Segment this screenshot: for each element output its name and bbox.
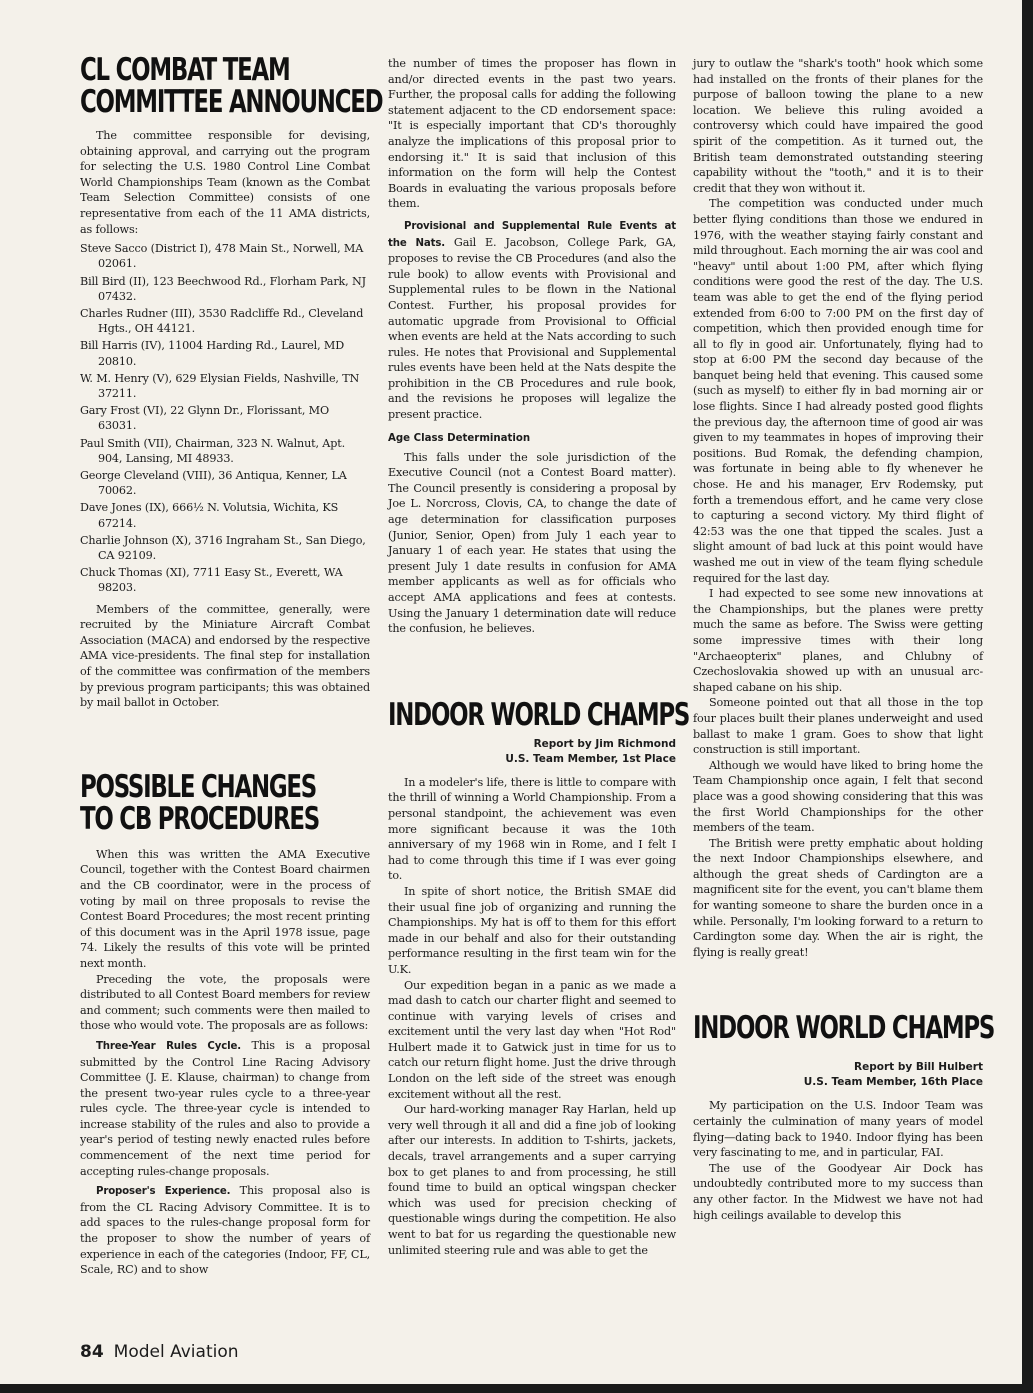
article3-paragraph: In spite of short notice, the British SMAE did their usual fine job of organizing and running the Championships. My hat is off to them for this effort made in our behalf and also for their outstanding performance resulting in the first team win for the U.K. (388, 884, 676, 976)
article3-byline-role: U.S. Team Member, 1st Place (505, 752, 676, 765)
article3-paragraph: Our hard-working manager Ray Harlan, held up very well through it all and did a fine job of looking after our interests. In addition to T-shirts, jackets, decals, travel arrangements and a super carrying box to get planes to and from processing, he still found time to build an optical wingspan checker which was used for precision checking of questionable wings during the competition. He also went to bat for us regarding the questionable new unlimited steering rule and was able to get the (388, 1103, 676, 1257)
article4-byline-role: U.S. Team Member, 16th Place (803, 1076, 983, 1089)
article2-paragraph (80, 1038, 370, 1179)
provisional-rules-lead: Provisional and Supplemental Rule Events at the Nats. (388, 220, 676, 249)
article3-paragraph: The competition was conducted under much better flying conditions than those we endured in 1976, with the weather staying fairly constant and mild throughout. Each morning the air was cool and "heavy" until about 1:00 PM, after which flying conditions were good the rest of the day. The U.S. team was able to get the end of the flying period extended from 6:00 to 7:00 PM on the first day of competition, which then provided enough time for all to fly in good air. Unfortunately, flying had to stop at 6:00 PM the second day because of the banquet being held that evening. This caused some (such as myself) to either fly in bad morning air or lose flights. Since I had already posted good flights the previous day, the afternoon time of good air was given to my teammates in hopes of improving their positions. Bud Romak, the defending champion, was fortunate in being able to fly whenever he chose. He and his manager, Erv Rodemsky, put forth a tremendous effort, and he came very close to capturing a second victory. My third flight of 42:53 was the one that tipped the scales. Just a slight amount of bad luck at this point would have washed me out in view of the team flying schedule required for the last day. (693, 197, 983, 585)
three-year-rules-lead: Three-Year Rules Cycle. (96, 1040, 241, 1052)
article3-paragraph: The British were pretty emphatic about holding the next Indoor Championships elsewhere, and although the great sheds of Cardington are a magnificent site for the event, you can't blame them for wanting someone to share the burden once in a while. Personally, I'm looking forward to a return to Cardington some day. When the air is right, the flying is really great! (693, 836, 983, 959)
article3-title: INDOOR WORLD CHAMPS (388, 696, 690, 733)
article4-byline-name: Report by Bill Hulbert (854, 1061, 983, 1074)
article2-paragraph (388, 218, 676, 423)
article3-paragraph: In a modeler's life, there is little to compare with the thrill of winning a World Championship. From a personal standpoint, the achievement was even more significant because it was the 10th anniversary of my 1968 win in Rome, and I felt I had to come through this time if I was ever going to. (388, 775, 676, 883)
column-3 (693, 56, 995, 1223)
page-number: 84 (80, 1342, 104, 1362)
article3-paragraph: Although we would have liked to bring home the Team Championship once again, I felt that second place was a good showing considering that this was the first World Championships for the other members of the team. (693, 758, 983, 835)
article1-title (80, 52, 383, 120)
member-item: Paul Smith (VII), Chairman, 323 N. Walnut, Apt. 904, Lansing, MI 48933. (80, 436, 345, 465)
article4-paragraph: My participation on the U.S. Indoor Team was certainly the culmination of many years of model flying—dating back to 1940. Indoor flying has been very fascinating to me, and in particular, FAI. (693, 1099, 983, 1160)
article2-title (80, 768, 319, 837)
member-item: Charles Rudner (III), 3530 Radcliffe Rd., Cleveland Hgts., OH 44121. (80, 306, 364, 336)
article1-closing: Members of the committee, generally, were recruited by the Miniature Aircraft Combat Association (MACA) and endorsed by the respective AMA vice-presidents. The final step for installation of the committee was confirmation of the members by previous program participants; this was obtained by mail ballot in October. (80, 602, 370, 710)
article4-paragraph: The use of the Goodyear Air Dock has undoubtedly contributed more to my success than any other factor. In the Midwest we have not had high ceilings available to develop this (693, 1161, 983, 1222)
member-item: W. M. Henry (V), 629 Elysian Fields, Nashville, TN 37211. (80, 371, 360, 400)
member-item: Charlie Johnson (X), 3716 Ingraham St., San Diego, CA 92109. (80, 533, 366, 563)
provisional-rules-text: Gail E. Jacobson, College Park, GA, proposes to revise the CB Procedures (and also the rule book) to allow events with Provisional and Supplemental rules to be flown in the National Contest. Further, his proposal provides for automatic upgrade from Provisional to Official when events are held at the Nats according to such rules. He notes that Provisional and Supplemental rules events have been held at the Nats despite the prohibition in the CB Procedures and rule book, and the revisions he proposes will legalize the present practice. (388, 235, 676, 422)
article1-intro: The committee responsible for devising, obtaining approval, and carrying out the program for selecting the U.S. 1980 Control Line Combat World Championships Team (known as the Combat Team Selection Committee) consists of one representative from each of the 11 AMA districts, as follows: (80, 129, 370, 236)
column-1 (80, 50, 383, 1278)
article2-paragraph: Preceding the vote, the proposals were distributed to all Contest Board members for review and comment; such comments were then mailed to those who would vote. The proposals are as follows: (80, 972, 370, 1033)
member-item: Steve Sacco (District I), 478 Main St., Norwell, MA 02061. (80, 242, 364, 271)
article4-title: INDOOR WORLD CHAMPS (693, 1010, 995, 1047)
proposers-experience-text: This proposal also is from the CL Racing Advisory Committee. It is to add spaces to the rules-change proposal form for the proposer to show the number of years of experience in each of the categories (Indoor, FF, CL, Scale, RC) and to show (80, 1184, 371, 1277)
three-year-rules-text: This is a proposal submitted by the Control Line Racing Advisory Committee (J. E. Klause, chairman) to change from the present two-year rules cycle to a three-year rules cycle. The three-year cycle is intended to increase stability of the rules and also to provide a year's period of testing newly enacted rules before commencement of the next time period for accepting rules-change proposals. (80, 1038, 371, 1178)
member-item: Gary Frost (VI), 22 Glynn Dr., Florissant, MO 63031. (80, 404, 330, 433)
age-class-subhead: Age Class Determination (388, 432, 531, 444)
article2-paragraph: When this was written the AMA Executive Council, together with the Contest Board chairmen and the CB coordinator, were in the process of voting by mail on three proposals to revise the Contest Board Procedures; the most recent printing of this document was in the April 1978 issue, page 74. Likely the results of this vote will be printed next month. (80, 847, 370, 970)
committee-member-list (80, 241, 370, 595)
proposers-experience-lead: Proposer's Experience. (96, 1186, 231, 1198)
member-item: Bill Harris (IV), 11004 Harding Rd., Laurel, MD 20810. (80, 339, 345, 368)
article2-title-text: POSSIBLE CHANGES TO CB PROCEDURES (80, 768, 319, 837)
article3-paragraph: I had expected to see some new innovations at the Championships, but the planes were pretty much the same as before. The Swiss were getting some impressive times with their long "Archaeopterix" planes, and Chlubny of Czechoslovakia showed up with an unusual arc-shaped cabane on his ship. (693, 587, 983, 694)
article2-paragraph: This falls under the sole jurisdiction of the Executive Council (not a Contest Board matter). The Council presently is considering a proposal by Joe L. Norcross, Clovis, CA, to change the date of age determination for classification purposes (Junior, Senior, Open) from July 1 each year to January 1 of each year. He states that using the present July 1 date results in confusion for AMA member applicants as well as for officials who accept AMA applications and fees at contests. Using the January 1 determination date will reduce the confusion, he believes. (388, 450, 676, 636)
article3-paragraph: Our expedition began in a panic as we made a mad dash to catch our charter flight and seemed to continue with varying levels of crises and excitement until the very last day when "Hot Rod" Hulbert made it to Gatwick just in time for us to catch our return flight home. Just the drive through London on the left side of the street was enough excitement without all the rest. (388, 978, 676, 1101)
member-item: Chuck Thomas (XI), 7711 Easy St., Everett, WA 98203. (80, 566, 343, 595)
article3-paragraph: Someone pointed out that all those in the top four places built their planes underweight and used ballast to make 1 gram. Goes to show that light construction is still important. (693, 696, 983, 757)
article3-byline-name: Report by Jim Richmond (533, 737, 676, 750)
page-footer (80, 1342, 239, 1362)
magazine-name: Model Aviation (113, 1342, 239, 1362)
article2-paragraph: the number of times the proposer has flown in and/or directed events in the past two years. Further, the proposal calls for adding the following statement adjacent to the CD endorsement space: "It is especially important that CD's thoroughly analyze the implications of this proposal prior to endorsing it." It is said that inclusion of this information on the form will help the Contest Boards in evaluating the various proposals before them. (388, 57, 676, 211)
article1-title-text: CL COMBAT TEAM COMMITTEE ANNOUNCED (80, 52, 383, 120)
member-item: Dave Jones (IX), 666½ N. Volutsia, Wichita, KS 67214. (80, 501, 339, 530)
article3-paragraph: jury to outlaw the "shark's tooth" hook which some had installed on the fronts of their planes for the purpose of balloon towing the plane to a new location. We believe this ruling avoided a controversy which could have impaired the good spirit of the competition. As it turned out, the British team demonstrated outstanding steering capability without the "tooth," and it is to their credit that they won without it. (693, 57, 983, 195)
member-item: George Cleveland (VIII), 36 Antiqua, Kenner, LA 70062. (80, 469, 347, 498)
member-item: Bill Bird (II), 123 Beechwood Rd., Florham Park, NJ 07432. (80, 274, 366, 303)
column-2 (388, 56, 690, 1258)
article2-paragraph (80, 1183, 370, 1278)
